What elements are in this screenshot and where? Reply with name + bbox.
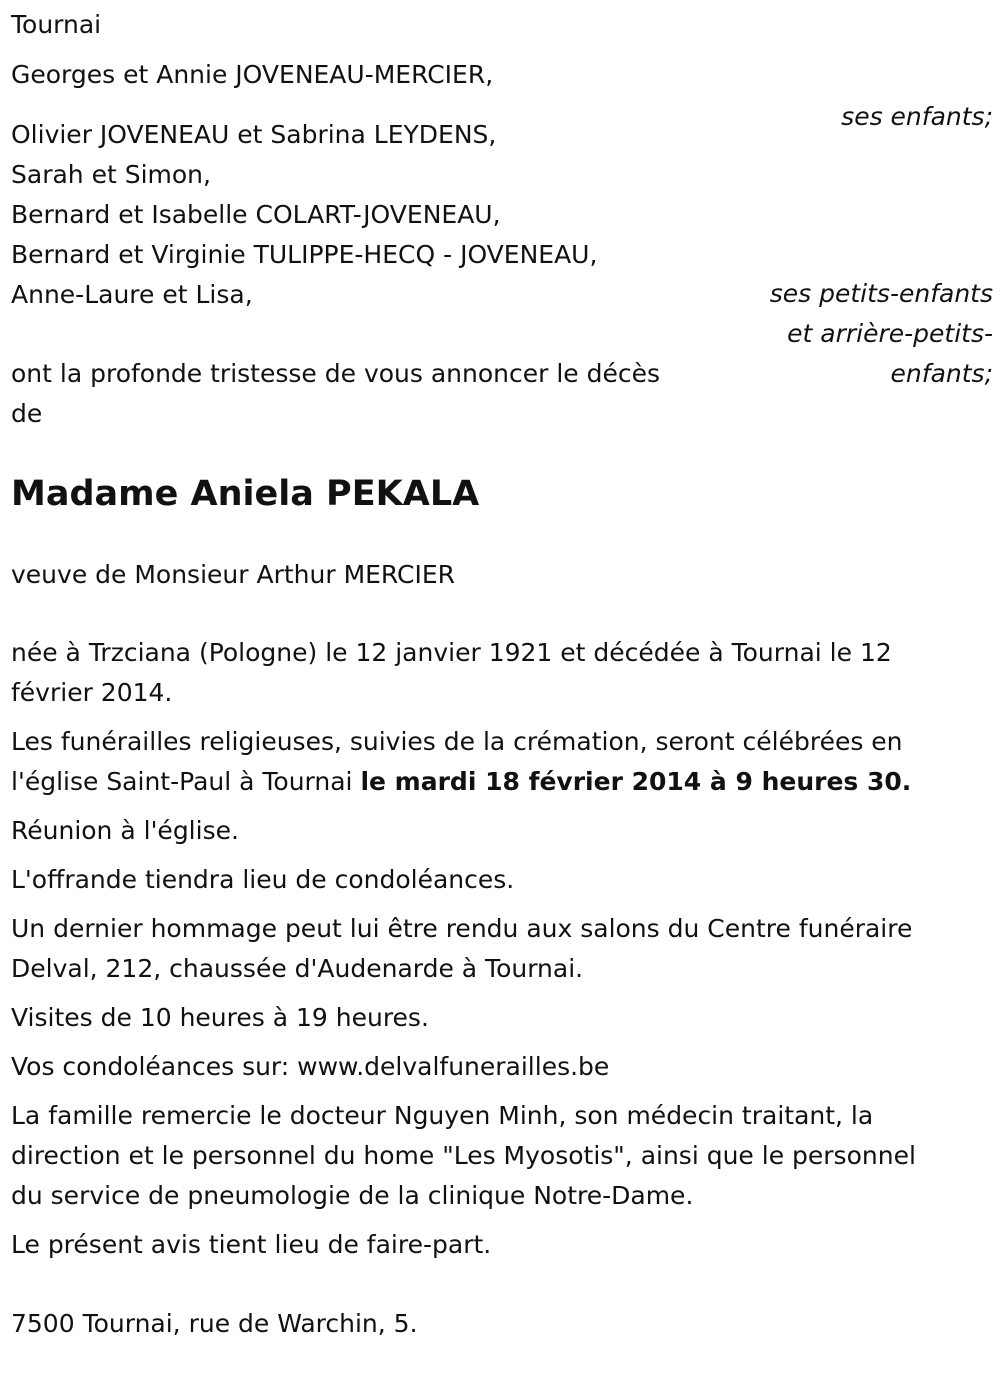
notice-text: Le présent avis tient lieu de faire-part. <box>11 1230 492 1259</box>
tribute-paragraph <box>11 909 993 989</box>
birth-death-paragraph <box>11 633 993 713</box>
deceased-name: Madame Aniela PEKALA <box>11 474 480 514</box>
address-text: 7500 Tournai, rue de Warchin, 5. <box>11 1309 418 1338</box>
announcement-line: de <box>11 399 43 428</box>
tribute-line: Un dernier hommage peut lui être rendu aux salons du Centre funéraire <box>11 914 913 943</box>
children-names: Georges et Annie JOVENEAU-MERCIER, <box>11 60 494 89</box>
thanks-paragraph <box>11 1096 993 1216</box>
meeting-text: Réunion à l'église. <box>11 816 239 845</box>
grandchildren-name-line: Anne-Laure et Lisa, <box>11 280 253 309</box>
birth-death-line: née à Trzciana (Pologne) le 12 janvier 1921 et décédée à Tournai le 12 <box>11 638 892 667</box>
grandchildren-name-line: Sarah et Simon, <box>11 160 211 189</box>
grandchildren-name-line: Olivier JOVENEAU et Sabrina LEYDENS, <box>11 120 497 149</box>
funeral-line <box>11 762 993 802</box>
grandchildren-name-line: Bernard et Isabelle COLART-JOVENEAU, <box>11 200 501 229</box>
announcement-line: ont la profonde tristesse de vous annoncer le décès <box>11 359 661 388</box>
children-label: ses enfants; <box>841 102 993 131</box>
widow-of: veuve de Monsieur Arthur MERCIER <box>11 560 456 589</box>
thanks-line: direction et le personnel du home "Les Myosotis", ainsi que le personnel <box>11 1141 916 1170</box>
funeral-line: Les funérailles religieuses, suivies de la crémation, seront célébrées en <box>11 727 903 756</box>
grandchildren-label <box>733 274 993 394</box>
funeral-paragraph <box>11 722 993 802</box>
grandchildren-label-line: et arrière-petits- <box>787 319 993 348</box>
funeral-date: le mardi 18 février 2014 à 9 heures 30. <box>360 767 912 796</box>
birth-death-line: février 2014. <box>11 678 173 707</box>
funeral-location: l'église Saint-Paul à Tournai <box>11 767 361 796</box>
grandchildren-label-line: enfants; <box>890 359 993 388</box>
tribute-line: Delval, 212, chaussée d'Audenarde à Tournai. <box>11 954 584 983</box>
condolences-text: Vos condoléances sur: www.delvalfunerailles.be <box>11 1052 610 1081</box>
obituary-notice <box>11 5 993 1344</box>
announcement-text <box>11 354 711 434</box>
grandchildren-name-line: Bernard et Virginie TULIPPE-HECQ - JOVENEAU, <box>11 240 598 269</box>
thanks-line: La famille remercie le docteur Nguyen Minh, son médecin traitant, la <box>11 1101 874 1130</box>
place-header: Tournai <box>11 10 102 39</box>
visits-text: Visites de 10 heures à 19 heures. <box>11 1003 429 1032</box>
offering-text: L'offrande tiendra lieu de condoléances. <box>11 865 515 894</box>
children-block <box>11 55 993 131</box>
thanks-line: du service de pneumologie de la clinique Notre-Dame. <box>11 1181 694 1210</box>
grandchildren-label-line: ses petits-enfants <box>769 279 993 308</box>
